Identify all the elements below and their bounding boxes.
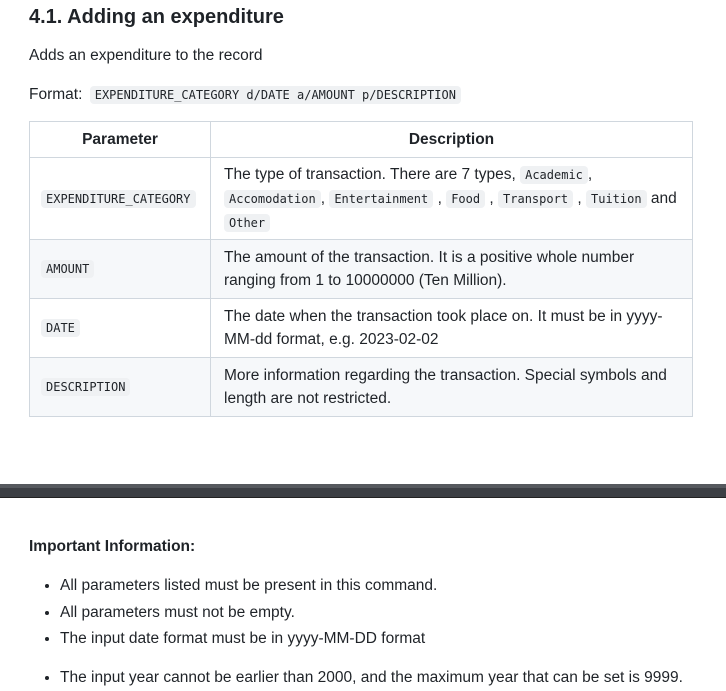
format-label: Format: bbox=[29, 86, 83, 103]
param-code: DATE bbox=[41, 319, 80, 337]
format-line bbox=[29, 84, 461, 106]
type-code: Food bbox=[446, 190, 485, 208]
important-list bbox=[29, 573, 720, 691]
table-header-row bbox=[30, 122, 693, 158]
list-item: • The input date format must be in yyyy-MM-DD format bbox=[60, 626, 720, 653]
conjunction-text: and bbox=[650, 189, 677, 207]
table-row bbox=[30, 240, 693, 299]
table-row bbox=[30, 358, 693, 417]
param-code: EXPENDITURE_CATEGORY bbox=[41, 190, 196, 208]
list-item: • All parameters listed must be present in this command. bbox=[60, 573, 720, 600]
type-code: Transport bbox=[498, 190, 573, 208]
param-code: AMOUNT bbox=[41, 260, 94, 278]
table-row bbox=[30, 158, 693, 240]
param-cell bbox=[30, 358, 211, 417]
header-parameter: Parameter bbox=[30, 122, 211, 158]
description-cell: The date when the transaction took place on. It must be in yyyy-MM-dd format, e.g. 2023-02-02 bbox=[211, 299, 693, 358]
section-summary: Adds an expenditure to the record bbox=[29, 47, 263, 64]
parameter-table bbox=[29, 121, 693, 417]
important-title: Important Information: bbox=[29, 538, 196, 555]
description-cell: The amount of the transaction. It is a positive whole number ranging from 1 to 10000000 (Ten Million). bbox=[211, 240, 693, 299]
section-heading: 4.1. Adding an expenditure bbox=[29, 6, 284, 28]
divider-band bbox=[0, 484, 726, 498]
type-code: Entertainment bbox=[329, 190, 433, 208]
separator: , bbox=[587, 165, 593, 183]
table-row bbox=[30, 299, 693, 358]
divider-band-highlight bbox=[0, 484, 726, 488]
separator: , bbox=[489, 189, 494, 207]
description-cell bbox=[211, 158, 693, 240]
list-item: • All parameters must not be empty. bbox=[60, 600, 720, 627]
param-code: DESCRIPTION bbox=[41, 378, 130, 396]
param-cell bbox=[30, 240, 211, 299]
description-cell: More information regarding the transaction. Special symbols and length are not restricted. bbox=[211, 358, 693, 417]
type-code: Other bbox=[224, 214, 270, 232]
header-description: Description bbox=[211, 122, 693, 158]
type-code: Accomodation bbox=[224, 190, 321, 208]
type-code: Tuition bbox=[586, 190, 647, 208]
separator: , bbox=[577, 189, 582, 207]
param-cell bbox=[30, 158, 211, 240]
format-code: EXPENDITURE_CATEGORY d/DATE a/AMOUNT p/DESCRIPTION bbox=[90, 86, 461, 104]
type-code: Academic bbox=[520, 166, 588, 184]
separator: , bbox=[437, 189, 442, 207]
param-cell bbox=[30, 299, 211, 358]
description-text: The type of transaction. There are 7 types, bbox=[224, 165, 516, 183]
list-item: • The input year cannot be earlier than 2000, and the maximum year that can be set is 9999. bbox=[60, 665, 720, 691]
separator: , bbox=[320, 189, 326, 207]
